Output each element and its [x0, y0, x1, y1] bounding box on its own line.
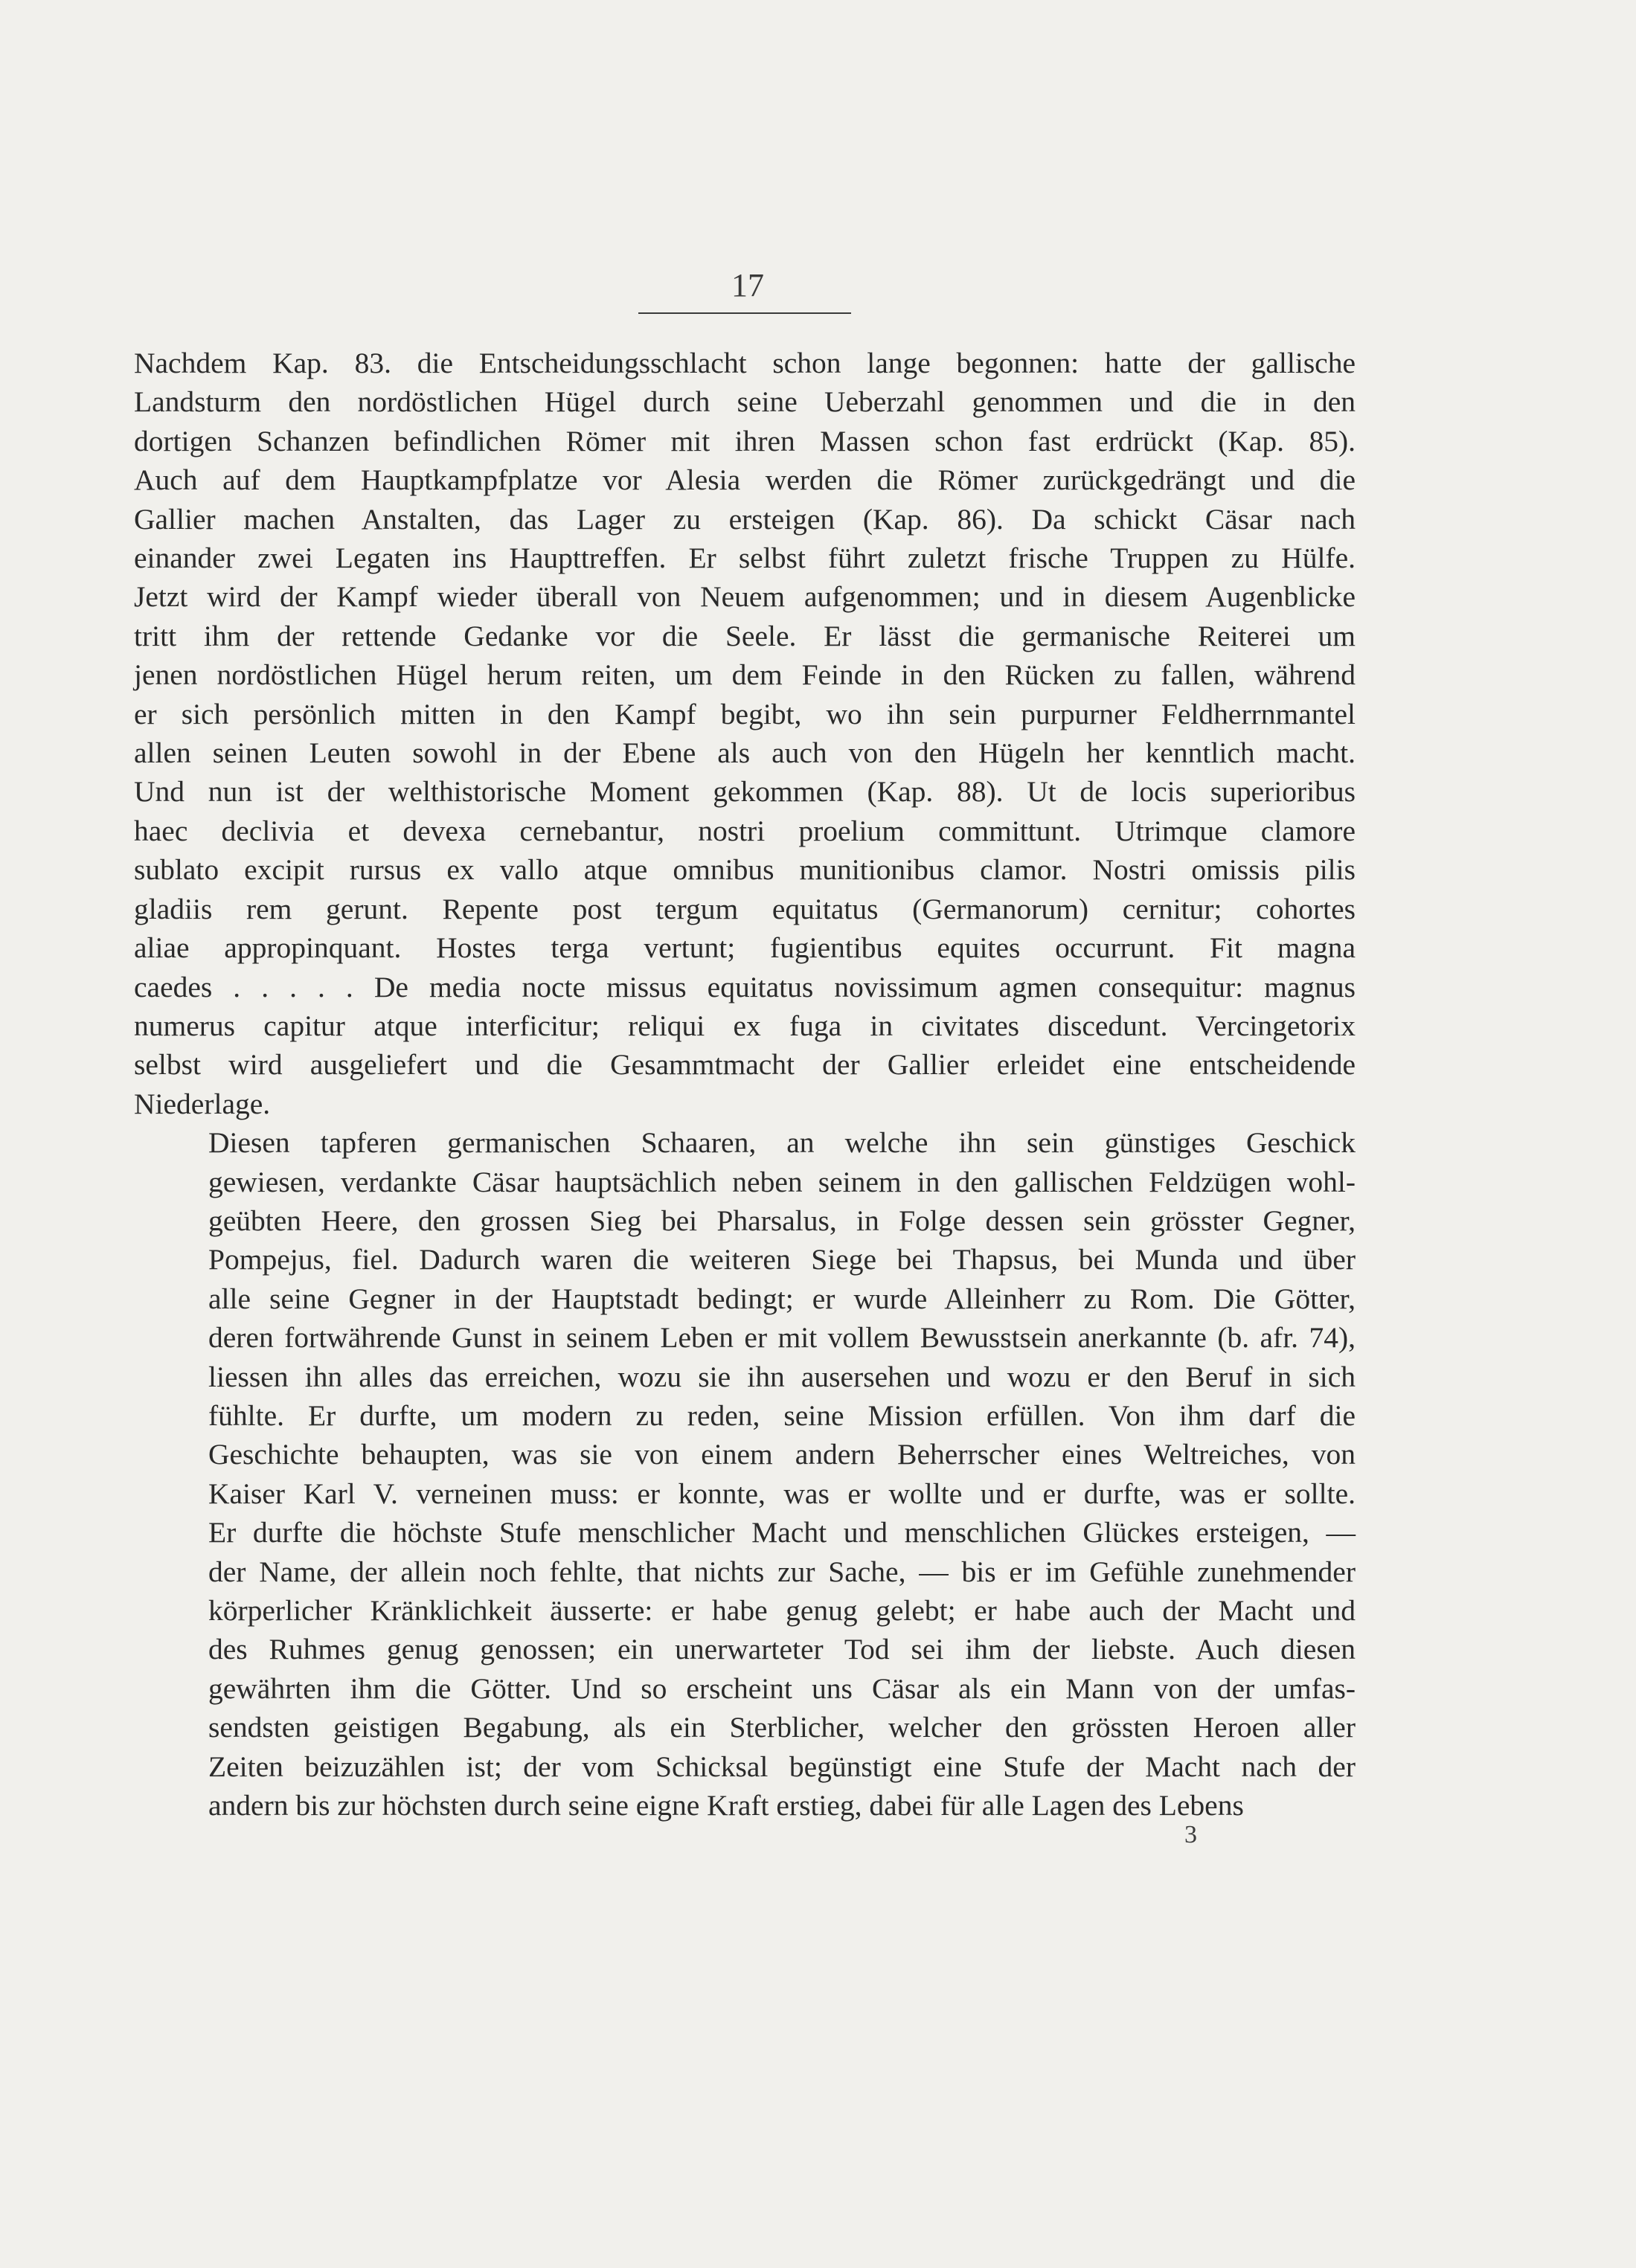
text-line: tritt ihm der rettende Gedanke vor die Seele. Er lässt die germanische Reiterei um: [134, 619, 1356, 652]
text-line: selbst wird ausgeliefert und die Gesammtmacht der Gallier erleidet eine entscheidende: [134, 1048, 1356, 1082]
text-line: geübten Heere, den grossen Sieg bei Pharsalus, in Folge dessen sein grösster Gegner,: [208, 1204, 1356, 1237]
text-line: Zeiten beizuzählen ist; der vom Schicksal begünstigt eine Stufe der Macht nach der: [208, 1750, 1356, 1783]
text-line: aliae appropinquant. Hostes terga vertunt; fugientibus equites occurrunt. Fit magna: [134, 931, 1356, 965]
paragraph-2: [134, 1123, 1356, 1825]
text-line: allen seinen Leuten sowohl in der Ebene als auch von den Hügeln her kenntlich macht.: [134, 736, 1356, 770]
text-line: Niederlage.: [134, 1087, 271, 1120]
text-line: der Name, der allein noch fehlte, that nichts zur Sache, — bis er im Gefühle zunehmender: [208, 1555, 1356, 1588]
text-line: Jetzt wird der Kampf wieder überall von Neuem aufgenommen; und in diesem Augenblicke: [134, 580, 1356, 614]
text-line: sendsten geistigen Begabung, als ein Sterblicher, welcher den grössten Heroen aller: [208, 1711, 1356, 1744]
header-rule: [638, 312, 851, 314]
text-line: Nachdem Kap. 83. die Entscheidungsschlacht schon lange begonnen: hatte der gallische: [134, 347, 1356, 379]
text-line: des Ruhmes genug genossen; ein unerwarteter Tod sei ihm der liebste. Auch diesen: [208, 1633, 1356, 1666]
body-text: [134, 344, 1356, 1825]
text-line: Kaiser Karl V. verneinen muss: er konnte, was er wollte und er durfte, was er sollte.: [208, 1477, 1356, 1510]
text-line: gewährten ihm die Götter. Und so erscheint uns Cäsar als ein Mann von der umfas-: [208, 1671, 1356, 1705]
text-line: er sich persönlich mitten in den Kampf begibt, wo ihn sein purpurner Feldherrnmantel: [134, 697, 1356, 730]
text-line: alle seine Gegner in der Hauptstadt bedingt; er wurde Alleinherr zu Rom. Die Götter,: [208, 1282, 1356, 1315]
text-line: caedes . . . . . De media nocte missus equitatus novissimum agmen consequitur: magnus: [134, 970, 1356, 1003]
text-line: fühlte. Er durfte, um modern zu reden, seine Mission erfüllen. Von ihm darf die: [208, 1398, 1356, 1432]
text-line: haec declivia et devexa cernebantur, nostri proelium committunt. Utrimque clamore: [134, 814, 1356, 847]
text-line: Auch auf dem Hauptkampfplatze vor Alesia werden die Römer zurückgedrängt und die: [134, 463, 1356, 497]
page-number: 17: [731, 267, 764, 303]
text-line: Geschichte behaupten, was sie von einem andern Beherrscher eines Weltreiches, von: [208, 1438, 1356, 1471]
text-line: sublato excipit rursus ex vallo atque omnibus munitionibus clamor. Nostri omissis pilis: [134, 853, 1356, 887]
text-line: gladiis rem gerunt. Repente post tergum equitatus (Germanorum) cernitur; cohortes: [134, 892, 1356, 925]
text-line: gewiesen, verdankte Cäsar hauptsächlich neben seinem in den gallischen Feldzügen wohl-: [208, 1165, 1356, 1198]
text-line: andern bis zur höchsten durch seine eigne Kraft erstieg, dabei für alle Lagen des Lebens: [208, 1789, 1244, 1822]
text-line: Landsturm den nordöstlichen Hügel durch seine Ueberzahl genommen und die in den: [134, 385, 1356, 419]
text-line: liessen ihn alles das erreichen, wozu sie ihn ausersehen und wozu er den Beruf in sich: [208, 1360, 1356, 1393]
text-line: dortigen Schanzen befindlichen Römer mit ihren Massen schon fast erdrückt (Kap. 85).: [134, 424, 1356, 457]
text-line: Er durfte die höchste Stufe menschlicher Macht und menschlichen Glückes ersteigen, —: [208, 1516, 1356, 1549]
text-line: Und nun ist der welthistorische Moment gekommen (Kap. 88). Ut de locis superioribus: [134, 775, 1356, 809]
text-line: jenen nordöstlichen Hügel herum reiten, um dem Feinde in den Rücken zu fallen, während: [134, 658, 1356, 692]
text-line: numerus capitur atque interficitur; reliqui ex fuga in civitates discedunt. Vercingetorix: [134, 1009, 1356, 1042]
text-line: Gallier machen Anstalten, das Lager zu ersteigen (Kap. 86). Da schickt Cäsar nach: [134, 502, 1356, 536]
text-line: körperlicher Kränklichkeit äusserte: er habe genug gelebt; er habe auch der Macht und: [208, 1594, 1356, 1627]
text-line: Diesen tapferen germanischen Schaaren, an welche ihn sein günstiges Geschick: [208, 1126, 1356, 1160]
paragraph-1: [134, 344, 1356, 1123]
text-line: Pompejus, fiel. Dadurch waren die weiteren Siege bei Thapsus, bei Munda und über: [208, 1243, 1356, 1276]
signature-mark: 3: [1184, 1821, 1197, 1848]
text-line: deren fortwährende Gunst in seinem Leben er mit vollem Bewusstsein anerkannte (b. afr. 74),: [208, 1321, 1356, 1355]
text-line: einander zwei Legaten ins Haupttreffen. Er selbst führt zuletzt frische Truppen zu Hülfe.: [134, 542, 1356, 575]
